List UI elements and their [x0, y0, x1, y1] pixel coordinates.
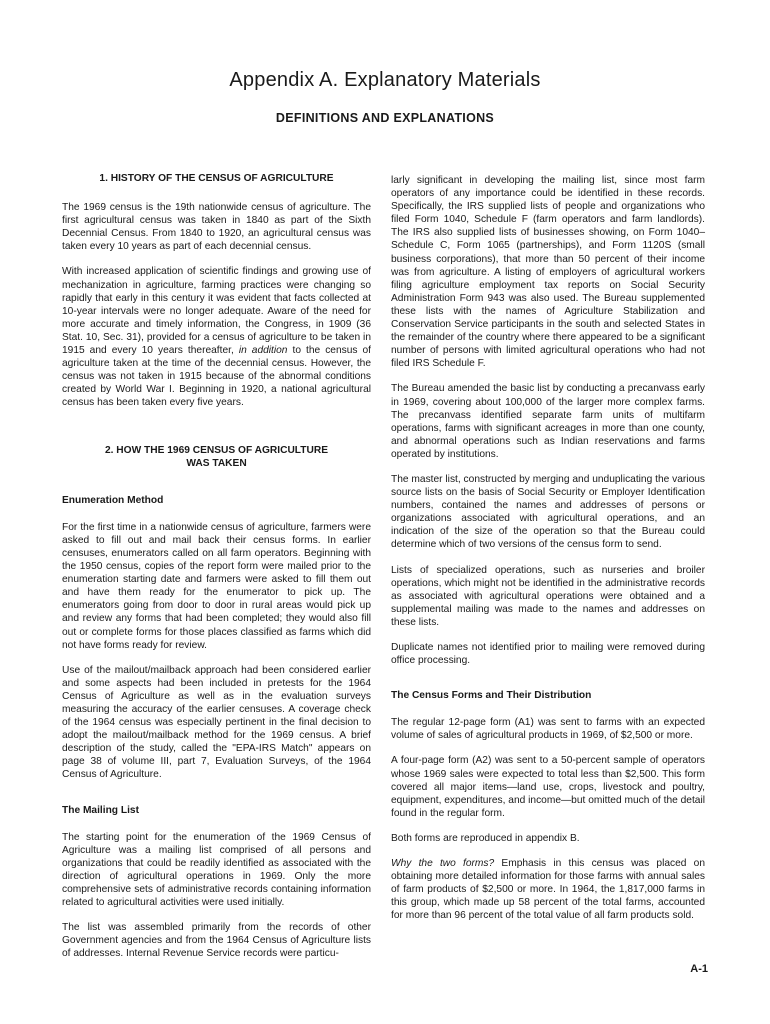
paragraph — [391, 857, 705, 922]
paragraph: For the first time in a nationwide census of agriculture, farmers were asked to fill out and mail back their census forms. In earlier censuses, enumerators called on all farm operators. Beginning with the 1950 census, copies of the report form were mailed prior to the enumeration starting date and farmers were asked to fill them out and have them ready for the enumerator to pick up. The enumerators going from door to door in rural areas would pick up and review any forms that had been completed; they would also fill out or complete forms for those places classified as farms which did not have forms ready for review. — [62, 521, 371, 651]
paragraph: The starting point for the enumeration of the 1969 Census of Agriculture was a mailing list comprised of all persons and organizations that could be readily identified as associated with the direction of agricultural operations in 1969. Only the more comprehensive sets of administrative records containing information related to agricultural activities were used initially. — [62, 831, 371, 909]
paragraph: A four-page form (A2) was sent to a 50-percent sample of operators whose 1969 sales were expected to total less than $2,500. This form covered all major items—land use, crops, livestock and poultry, equipment, expenditures, and income—but omitted much of the detail found in the regular form. — [391, 755, 705, 819]
left-column — [62, 172, 371, 973]
paragraph: Lists of specialized operations, such as nurseries and broiler operations, which might not be identified in the administrative records as associated with agricultural operations were obtained and a supplemental mailing was made to the names and addresses on these lists. — [391, 564, 705, 628]
census-forms-heading: The Census Forms and Their Distribution — [391, 690, 592, 702]
paragraph: Duplicate names not identified prior to mailing were removed during office processing. — [391, 642, 705, 667]
paragraph: The regular 12-page form (A1) was sent to farms with an expected volume of sales of agricultural products in 1969, of $2,500 or more. — [391, 717, 705, 742]
paragraph: Use of the mailout/mailback approach had been considered earlier and some aspects had been included in pretests for the 1964 Census of Agriculture as well as in the evaluation surveys measuring the accuracy of the earlier censuses. A coverage check of the 1964 census was especially pertinent in the final decision to adopt the mailout/mailback method for the 1969 census. A brief description of the study, called the "EPA-IRS Match" appears on page 38 of volume III, part 7, Evaluation Surveys, of the 1964 Census of Agriculture. — [62, 664, 371, 781]
paragraph: larly significant in developing the mailing list, since most farm operators of any importance could be identified in these records. Specifically, the IRS supplied lists of people and organizations who filed Form 1040, Schedule F (farm operators and farm landlords). The IRS also supplied lists of businesses showing, on Form 1040–Schedule C, Form 1065 (partnerships), and Form 1120S (small business corporations), that more than 50 percent of their income was from agriculture. A listing of employers of agricultural workers filing agriculture employment tax reports on Social Security Administration Form 943 was also used. The Bureau supplemented these lists with the names of Agriculture Stabilization and Conservation Service participants in the south and selected States in the remainder of the country where there appeared to be a significant number of persons with limited agricultural operations who had not filed IRS Schedule F. — [391, 175, 705, 370]
paragraph — [62, 265, 371, 409]
paragraph-text: to the census of agriculture taken at the time of the decennial census. However, the census was not taken in 1915 because of the abnormal conditions created by World War I. Beginning in 1920, a national agricultural census has been taken every five years. — [62, 345, 371, 409]
page-title: Appendix A. Explanatory Materials — [229, 69, 541, 91]
emphasis-text: in addition — [238, 345, 288, 357]
paragraph: The Bureau amended the basic list by conducting a precanvass early in 1969, covering about 100,000 of the larger more complex farms. The precanvass identified separate farm units of multifarm operations, farms with significant acreages in more than one county, and abnormal operations such as Indian reservations and farms operated by institutions. — [391, 383, 705, 460]
paragraph: The 1969 census is the 19th nationwide census of agriculture. The first agricultural census was taken in 1840 as part of the Sixth Decennial Census. From 1840 to 1920, an agricultural census was taken every 10 years as part of each decennial census. — [62, 202, 371, 253]
paragraph: The list was assembled primarily from the records of other Government agencies and from the 1964 Census of Agriculture lists of addresses. Internal Revenue Service records were particu- — [62, 922, 371, 960]
enumeration-method-heading: Enumeration Method — [62, 494, 164, 506]
paragraph: The master list, constructed by merging and unduplicating the various source lists on the basis of Social Security or Employer Identification numbers, contained the names and addresses of persons or organizations associated with agricultural operations, and an indication of the size of the operation so that the Bureau could determine which of two versions of the census form to send. — [391, 473, 705, 551]
section-2-heading-line-2: WAS TAKEN — [186, 457, 247, 469]
paragraph-text: Emphasis in this census was placed on obtaining more detailed information for those farms with annual sales of farm products of $2,500 or more. In 1964, the 1,817,000 farms in this group, which made up 58 percent of the total farms, accounted for more than 96 percent of the total value of all farm products sold. — [391, 858, 705, 922]
section-1-heading: 1. HISTORY OF THE CENSUS OF AGRICULTURE — [99, 173, 334, 184]
emphasis-text: Why the two forms? — [391, 858, 495, 870]
section-2-heading — [62, 444, 371, 470]
mailing-list-heading: The Mailing List — [62, 804, 139, 816]
section-2-heading-line-1: 2. HOW THE 1969 CENSUS OF AGRICULTURE — [104, 444, 329, 456]
paragraph-text: With increased application of scientific findings and growing use of mechanization in agriculture, farming practices were changing so rapidly that early in this century it was evident that facts collected at 10-year intervals were no longer adequate. Aware of the need for more accurate and timely information, the Congress, in 1909 (36 Stat. 10, Sec. 31), provided for a census of agriculture to be taken in 1915 and every 10 years thereafter, — [62, 266, 371, 357]
right-column — [391, 174, 705, 935]
page-number: A-1 — [690, 963, 708, 975]
page-subtitle: DEFINITIONS AND EXPLANATIONS — [275, 111, 495, 125]
paragraph: Both forms are reproduced in appendix B. — [391, 832, 580, 844]
